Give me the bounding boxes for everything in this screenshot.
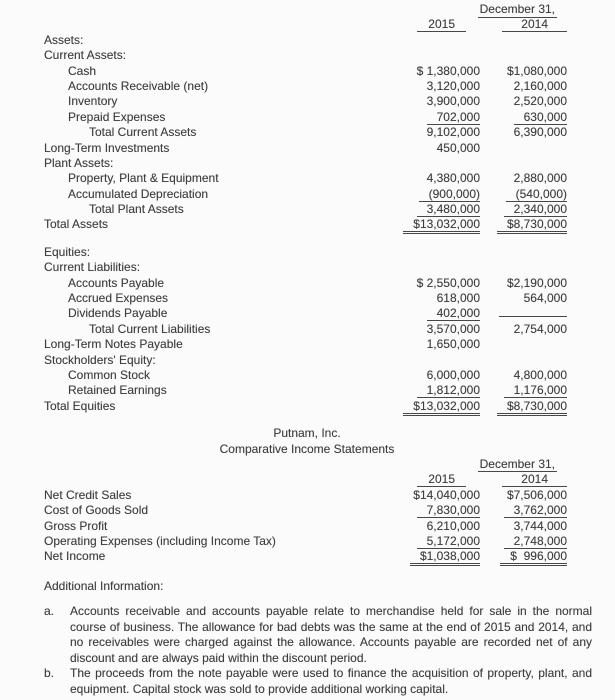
table-row bbox=[44, 217, 570, 232]
amount: (540,000) bbox=[506, 188, 567, 202]
table-row bbox=[44, 368, 570, 383]
value-2015 bbox=[383, 337, 483, 352]
row-label: Prepaid Expenses bbox=[68, 109, 166, 124]
additional-information bbox=[44, 579, 615, 698]
row-label: Current Liabilities: bbox=[44, 260, 141, 275]
table-row bbox=[44, 549, 570, 564]
row-label: Net Credit Sales bbox=[44, 487, 132, 502]
value-2015 bbox=[383, 260, 483, 275]
value-2014 bbox=[483, 171, 570, 186]
value-2015 bbox=[383, 94, 483, 109]
table-row bbox=[44, 383, 570, 398]
amount: $2,190,000 bbox=[506, 275, 567, 290]
company-name: Putnam, Inc. bbox=[273, 426, 341, 441]
amount: $8,730,000 bbox=[497, 400, 567, 416]
value-2015 bbox=[383, 368, 483, 383]
column-header-2014: 2014 bbox=[483, 17, 570, 32]
value-2014 bbox=[483, 322, 570, 337]
note-item bbox=[44, 604, 592, 666]
row-label: Accounts Payable bbox=[68, 275, 165, 290]
amount: $14,040,000 bbox=[413, 487, 480, 502]
amount: 450,000 bbox=[436, 140, 480, 155]
table-row bbox=[44, 79, 570, 94]
table-row bbox=[44, 353, 570, 368]
row-label: Total Current Assets bbox=[89, 125, 197, 140]
value-2014 bbox=[483, 79, 570, 94]
value-2015 bbox=[383, 399, 483, 414]
notes-list bbox=[44, 604, 592, 697]
value-2014 bbox=[483, 503, 570, 518]
table-row bbox=[44, 187, 570, 202]
amount: 1,812,000 bbox=[417, 384, 480, 398]
amount: $ 2,550,000 bbox=[416, 275, 480, 290]
row-label: Long-Term Notes Payable bbox=[44, 337, 183, 352]
table-row bbox=[44, 276, 570, 291]
amount: 3,900,000 bbox=[426, 94, 480, 109]
amount: 618,000 bbox=[436, 291, 480, 306]
table-row bbox=[44, 534, 570, 549]
value-2014 bbox=[483, 110, 570, 125]
additional-information-heading: Additional Information: bbox=[44, 578, 164, 593]
table-row bbox=[44, 519, 570, 534]
value-2015 bbox=[383, 549, 483, 564]
column-header-spacer bbox=[44, 472, 383, 487]
row-label: Assets: bbox=[44, 32, 84, 47]
value-2014 bbox=[483, 337, 570, 352]
amount: 5,172,000 bbox=[417, 535, 480, 549]
table-row bbox=[44, 125, 570, 140]
amount: $8,730,000 bbox=[497, 218, 567, 234]
value-2014 bbox=[483, 488, 570, 503]
row-label: Cost of Goods Sold bbox=[44, 503, 149, 518]
amount: 2,160,000 bbox=[513, 78, 567, 93]
income-statement-column-headers bbox=[44, 472, 570, 487]
value-2014 bbox=[483, 202, 570, 217]
income-statement bbox=[44, 426, 615, 565]
row-label: Accounts Receivable (net) bbox=[68, 78, 209, 93]
amount: 2,880,000 bbox=[513, 171, 567, 186]
value-2015 bbox=[383, 187, 483, 202]
amount: 402,000 bbox=[427, 307, 480, 321]
table-row bbox=[44, 48, 570, 63]
amount: 2,748,000 bbox=[504, 535, 567, 549]
table-row bbox=[44, 260, 570, 275]
amount: 6,390,000 bbox=[513, 125, 567, 140]
value-2014 bbox=[483, 217, 570, 232]
value-2015 bbox=[383, 48, 483, 63]
value-2015 bbox=[383, 534, 483, 549]
row-label: Cash bbox=[68, 63, 97, 78]
row-label: Accumulated Depreciation bbox=[68, 186, 209, 201]
row-spacer bbox=[44, 233, 570, 245]
amount: 702,000 bbox=[427, 111, 480, 125]
row-label: Total Assets bbox=[44, 217, 109, 232]
amount: $1,038,000 bbox=[410, 550, 480, 566]
row-label: Plant Assets: bbox=[44, 155, 114, 170]
note-text: Accounts receivable and accounts payable relate to merchandise held for sale in the normal course of business. The allowance for bad debts was the same at the end of 2015 and 2014, and no receivables were charged against the allowance. Accounts payable are recorded net of any discount and are always paid within the discount period. bbox=[70, 604, 592, 665]
note-item bbox=[44, 666, 592, 697]
row-label: Retained Earnings bbox=[68, 383, 167, 398]
column-header-spacer bbox=[44, 17, 383, 32]
amount: 4,380,000 bbox=[426, 171, 480, 186]
value-2015 bbox=[383, 33, 483, 48]
table-row bbox=[44, 322, 570, 337]
value-2015 bbox=[383, 291, 483, 306]
balance-sheet-column-headers bbox=[44, 17, 570, 32]
row-label: Common Stock bbox=[68, 367, 151, 382]
income-statement-rows bbox=[44, 488, 570, 565]
value-2014 bbox=[483, 94, 570, 109]
amount: 3,570,000 bbox=[426, 321, 480, 336]
amount: 1,650,000 bbox=[426, 337, 480, 352]
value-2014 bbox=[483, 306, 570, 321]
value-2014 bbox=[483, 245, 570, 260]
value-2015 bbox=[383, 217, 483, 232]
value-2015 bbox=[383, 64, 483, 79]
value-2015 bbox=[383, 156, 483, 171]
note-marker: b. bbox=[44, 666, 55, 681]
table-row bbox=[44, 141, 570, 156]
value-2014 bbox=[483, 291, 570, 306]
amount bbox=[499, 316, 567, 317]
value-2014 bbox=[483, 368, 570, 383]
table-row bbox=[44, 156, 570, 171]
value-2015 bbox=[383, 383, 483, 398]
value-2014 bbox=[483, 383, 570, 398]
amount: 3,744,000 bbox=[513, 518, 567, 533]
row-label: Total Plant Assets bbox=[89, 202, 184, 217]
note-marker: a. bbox=[44, 604, 55, 619]
value-2014 bbox=[483, 353, 570, 368]
table-row bbox=[44, 503, 570, 518]
amount: $7,506,000 bbox=[506, 487, 567, 502]
table-row bbox=[44, 488, 570, 503]
amount: $ 996,000 bbox=[500, 550, 567, 566]
value-2015 bbox=[383, 171, 483, 186]
amount: 1,176,000 bbox=[504, 384, 567, 398]
row-label: Inventory bbox=[68, 94, 118, 109]
value-2014 bbox=[483, 187, 570, 202]
value-2015 bbox=[383, 245, 483, 260]
amount: 4,800,000 bbox=[513, 367, 567, 382]
value-2015 bbox=[383, 125, 483, 140]
table-row bbox=[44, 202, 570, 217]
row-label: Total Equities bbox=[44, 398, 116, 413]
table-row bbox=[44, 94, 570, 109]
value-2014 bbox=[483, 48, 570, 63]
value-2015 bbox=[383, 141, 483, 156]
value-2014 bbox=[483, 260, 570, 275]
amount: 564,000 bbox=[523, 291, 567, 306]
value-2014 bbox=[483, 519, 570, 534]
row-label: Equities: bbox=[44, 244, 91, 259]
statement-title: Comparative Income Statements bbox=[219, 441, 395, 456]
table-row bbox=[44, 337, 570, 352]
value-2015 bbox=[383, 353, 483, 368]
amount: 3,762,000 bbox=[504, 504, 567, 518]
amount: 9,102,000 bbox=[426, 125, 480, 140]
row-label: Stockholders' Equity: bbox=[44, 352, 156, 367]
row-label: Net Income bbox=[44, 549, 106, 564]
value-2015 bbox=[383, 306, 483, 321]
value-2014 bbox=[483, 64, 570, 79]
balance-sheet-date-header-row bbox=[44, 2, 570, 17]
table-row bbox=[44, 171, 570, 186]
amount: $13,032,000 bbox=[403, 400, 480, 416]
amount: 3,120,000 bbox=[426, 78, 480, 93]
column-header-2015: 2015 bbox=[383, 472, 483, 487]
income-statement-date-header-row bbox=[44, 457, 570, 472]
balance-sheet-rows bbox=[44, 33, 570, 414]
amount: 3,480,000 bbox=[417, 203, 480, 217]
column-header-2015: 2015 bbox=[383, 17, 483, 32]
value-2015 bbox=[383, 110, 483, 125]
table-row bbox=[44, 291, 570, 306]
value-2015 bbox=[383, 276, 483, 291]
column-header-2014: 2014 bbox=[483, 472, 570, 487]
row-label: Gross Profit bbox=[44, 518, 108, 533]
amount: (900,000) bbox=[419, 188, 480, 202]
value-2014 bbox=[483, 399, 570, 414]
balance-sheet bbox=[44, 2, 615, 414]
amount: $1,080,000 bbox=[506, 63, 567, 78]
table-row bbox=[44, 245, 570, 260]
row-label: Operating Expenses (including Income Tax) bbox=[44, 533, 276, 548]
amount: 2,754,000 bbox=[513, 321, 567, 336]
row-label: Current Assets: bbox=[44, 48, 127, 63]
amount: 6,210,000 bbox=[426, 518, 480, 533]
note-text: The proceeds from the note payable were used to finance the acquisition of property, plant, and equipment. Capital stock was sold to provide additional working capital. bbox=[70, 666, 592, 696]
value-2015 bbox=[383, 79, 483, 94]
table-row bbox=[44, 110, 570, 125]
table-row bbox=[44, 306, 570, 321]
value-2014 bbox=[483, 33, 570, 48]
value-2015 bbox=[383, 519, 483, 534]
value-2015 bbox=[383, 322, 483, 337]
table-row bbox=[44, 33, 570, 48]
balance-sheet-date-header: December 31, bbox=[479, 2, 555, 16]
row-label: Long-Term Investments bbox=[44, 140, 170, 155]
value-2014 bbox=[483, 549, 570, 564]
amount: 7,830,000 bbox=[417, 504, 480, 518]
value-2014 bbox=[483, 141, 570, 156]
amount: $ 1,380,000 bbox=[416, 63, 480, 78]
amount: 6,000,000 bbox=[426, 367, 480, 382]
row-label: Total Current Liabilities bbox=[89, 321, 211, 336]
amount: 630,000 bbox=[514, 111, 567, 125]
row-label: Property, Plant & Equipment bbox=[68, 171, 219, 186]
value-2015 bbox=[383, 503, 483, 518]
value-2015 bbox=[383, 202, 483, 217]
value-2014 bbox=[483, 534, 570, 549]
income-statement-date-header: December 31, bbox=[479, 456, 555, 471]
value-2014 bbox=[483, 156, 570, 171]
table-row bbox=[44, 64, 570, 79]
row-label: Dividends Payable bbox=[68, 306, 168, 321]
value-2014 bbox=[483, 276, 570, 291]
table-row bbox=[44, 399, 570, 414]
value-2014 bbox=[483, 125, 570, 140]
amount: $13,032,000 bbox=[403, 218, 480, 234]
amount: 2,340,000 bbox=[504, 203, 567, 217]
amount: 2,520,000 bbox=[513, 94, 567, 109]
value-2015 bbox=[383, 488, 483, 503]
row-label: Accrued Expenses bbox=[68, 291, 169, 306]
